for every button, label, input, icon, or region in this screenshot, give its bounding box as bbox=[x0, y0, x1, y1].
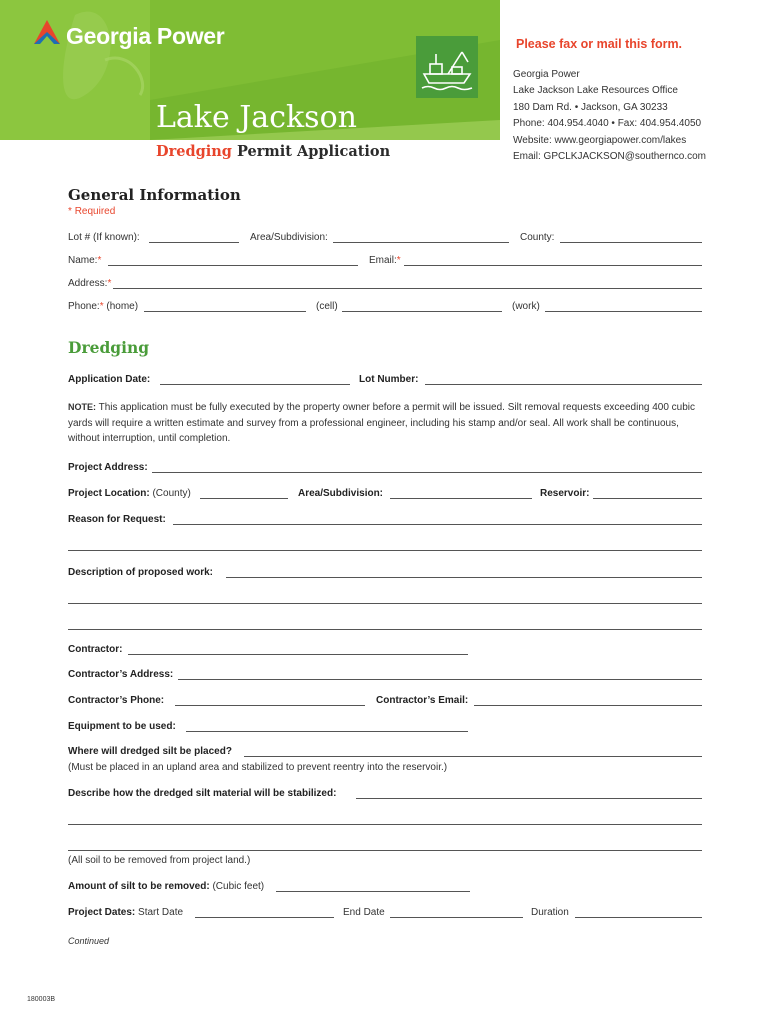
dredging-heading: Dredging bbox=[68, 338, 150, 357]
contact-company: Georgia Power bbox=[513, 69, 580, 80]
logo-text: Georgia Power bbox=[66, 23, 225, 49]
application-date-label: Application Date: bbox=[68, 374, 151, 385]
permit-title-accent: Dredging bbox=[156, 143, 232, 160]
required-note: * Required bbox=[68, 206, 116, 217]
general-info-heading: General Information bbox=[68, 186, 241, 204]
lot-label: Lot # (If known): bbox=[68, 232, 140, 243]
silt-placed-field[interactable] bbox=[244, 756, 702, 757]
fax-note: Please fax or mail this form. bbox=[516, 37, 683, 51]
amount-label: Amount of silt to be removed: (Cubic feet) bbox=[68, 881, 265, 892]
phone-work-label: (work) bbox=[512, 301, 540, 312]
project-area-label: Area/Subdivision: bbox=[298, 488, 384, 499]
application-date-field[interactable] bbox=[160, 384, 350, 385]
phone-label: Phone:* (home) bbox=[68, 301, 139, 312]
contractor-email-field[interactable] bbox=[474, 705, 702, 706]
description-field-line-3[interactable] bbox=[68, 629, 702, 630]
contractor-address-label: Contractor’s Address: bbox=[68, 669, 174, 680]
county-field[interactable] bbox=[560, 242, 702, 243]
lot-number-field[interactable] bbox=[425, 384, 702, 385]
silt-stabilized-field-line-1[interactable] bbox=[356, 798, 702, 799]
silt-stabilized-label: Describe how the dredged silt material will be stabilized: bbox=[68, 788, 337, 799]
silt-placed-note: (Must be placed in an upland area and stabilized to prevent reentry into the reservoir.) bbox=[68, 762, 448, 773]
reservoir-field[interactable] bbox=[593, 498, 702, 499]
address-label: Address:* bbox=[68, 278, 112, 289]
start-date-field[interactable] bbox=[195, 917, 334, 918]
equipment-field[interactable] bbox=[186, 731, 468, 732]
phone-cell-label: (cell) bbox=[316, 301, 338, 312]
permit-title-rest: Permit Application bbox=[236, 143, 391, 160]
amount-field[interactable] bbox=[276, 891, 470, 892]
project-location-label: Project Location: (County) bbox=[68, 488, 191, 499]
equipment-label: Equipment to be used: bbox=[68, 721, 176, 732]
reason-field-line-1[interactable] bbox=[173, 524, 702, 525]
project-address-field[interactable] bbox=[152, 472, 702, 473]
lot-number-label: Lot Number: bbox=[359, 374, 419, 385]
form-code: 180003B bbox=[27, 996, 56, 1003]
contact-office: Lake Jackson Lake Resources Office bbox=[513, 85, 678, 97]
contact-email[interactable]: Email: GPCLKJACKSON@southernco.com bbox=[513, 151, 706, 163]
silt-placed-label: Where will dredged silt be placed? bbox=[68, 746, 232, 757]
contractor-address-field[interactable] bbox=[178, 679, 702, 680]
contractor-field[interactable] bbox=[128, 654, 468, 655]
duration-label: Duration bbox=[531, 907, 569, 918]
permit-note: NOTE: This application must be fully executed by the property owner before a permit will be issued. Silt removal requests exceeding 400 cubic yards will require a written estimate and survey from a professional engineer, including his stamp and/or seal. All work shall be continuous, without interruption, until completion. bbox=[68, 402, 696, 445]
description-field-line-2[interactable] bbox=[68, 603, 702, 604]
name-field[interactable] bbox=[108, 265, 358, 266]
soil-note: (All soil to be removed from project land.) bbox=[68, 855, 251, 866]
permit-title bbox=[156, 143, 390, 160]
area-field[interactable] bbox=[333, 242, 509, 243]
contact-address: 180 Dam Rd. • Jackson, GA 30233 bbox=[513, 101, 668, 113]
lot-field[interactable] bbox=[149, 242, 239, 243]
lake-title: Lake Jackson bbox=[156, 100, 357, 135]
description-label: Description of proposed work: bbox=[68, 567, 214, 578]
description-field-line-1[interactable] bbox=[226, 577, 702, 578]
project-dates-label: Project Dates: Start Date bbox=[68, 907, 184, 918]
contractor-label: Contractor: bbox=[68, 644, 123, 655]
dredging-ship-icon bbox=[416, 36, 478, 98]
county-label: County: bbox=[520, 232, 555, 243]
silt-stabilized-field-line-3[interactable] bbox=[68, 850, 702, 851]
project-location-field[interactable] bbox=[200, 498, 288, 499]
contractor-phone-label: Contractor’s Phone: bbox=[68, 695, 165, 706]
reservoir-label: Reservoir: bbox=[540, 488, 590, 499]
end-date-field[interactable] bbox=[390, 917, 523, 918]
contractor-phone-field[interactable] bbox=[175, 705, 365, 706]
georgia-power-logo-icon bbox=[30, 18, 64, 48]
contact-website[interactable]: Website: www.georgiapower.com/lakes bbox=[513, 134, 687, 146]
reason-label: Reason for Request: bbox=[68, 514, 166, 525]
email-label: Email:* bbox=[369, 255, 401, 266]
address-field[interactable] bbox=[113, 288, 702, 289]
phone-cell-field[interactable] bbox=[342, 311, 502, 312]
phone-home-field[interactable] bbox=[144, 311, 306, 312]
email-field[interactable] bbox=[404, 265, 702, 266]
project-area-field[interactable] bbox=[390, 498, 532, 499]
contractor-email-label: Contractor’s Email: bbox=[376, 695, 469, 706]
reason-field-line-2[interactable] bbox=[68, 550, 702, 551]
phone-work-field[interactable] bbox=[545, 311, 702, 312]
continued-note: Continued bbox=[68, 936, 110, 946]
contact-block bbox=[513, 67, 706, 165]
contact-phone: Phone: 404.954.4040 • Fax: 404.954.4050 bbox=[513, 118, 702, 130]
silt-stabilized-field-line-2[interactable] bbox=[68, 824, 702, 825]
duration-field[interactable] bbox=[575, 917, 702, 918]
area-label: Area/Subdivision: bbox=[250, 232, 328, 243]
project-address-label: Project Address: bbox=[68, 462, 148, 473]
end-date-label: End Date bbox=[343, 907, 385, 918]
name-label: Name:* bbox=[68, 255, 102, 266]
